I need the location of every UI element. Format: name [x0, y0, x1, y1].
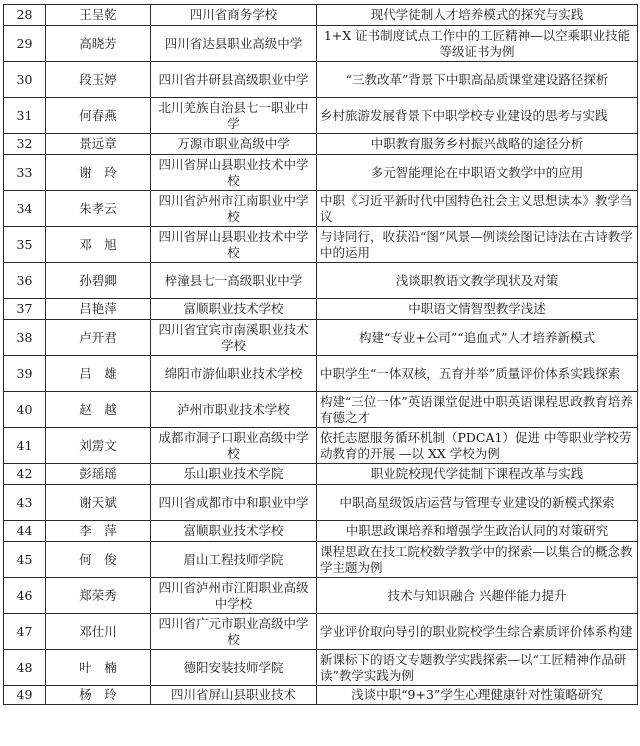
- author-name: 彭瑶瑶: [46, 464, 151, 485]
- author-name: 叶 楠: [46, 650, 151, 686]
- row-number: 45: [4, 542, 46, 578]
- school-name: 四川省商务学校: [151, 5, 317, 26]
- paper-title: 乡村旅游发展背景下中职学校专业建设的思考与实践: [317, 98, 638, 134]
- table-row: [4, 5, 638, 26]
- table-row: [4, 227, 638, 263]
- row-number: 28: [4, 5, 46, 26]
- row-number: 47: [4, 614, 46, 650]
- table-row: [4, 464, 638, 485]
- paper-title: 课程思政在技工院校数学教学中的探索—以集合的概念教学主题为例: [317, 542, 638, 578]
- row-number: 37: [4, 299, 46, 320]
- school-name: 四川省泸州市江阳职业高级中学校: [151, 578, 317, 614]
- school-name: 眉山工程技师学院: [151, 542, 317, 578]
- school-name: 泸州市职业技术学校: [151, 392, 317, 428]
- school-name: 四川省宜宾市南溪职业技术学校: [151, 320, 317, 356]
- table-row: [4, 26, 638, 62]
- school-name: 绵阳市游仙职业技术学校: [151, 356, 317, 392]
- row-number: 35: [4, 227, 46, 263]
- table-row: [4, 650, 638, 686]
- row-number: 32: [4, 134, 46, 155]
- paper-title: “三教改革”背景下中职高品质课堂建设路径探析: [317, 62, 638, 98]
- row-number: 43: [4, 485, 46, 521]
- school-name: 北川羌族自治县七一职业中学: [151, 98, 317, 134]
- author-name: 杨 玲: [46, 686, 151, 705]
- author-name: 吕 雄: [46, 356, 151, 392]
- author-name: 邓 旭: [46, 227, 151, 263]
- table-row: [4, 542, 638, 578]
- paper-title: 1+X 证书制度试点工作中的工匠精神—以空乘职业技能等级证书为例: [317, 26, 638, 62]
- row-number: 41: [4, 428, 46, 464]
- school-name: 乐山职业技术学院: [151, 464, 317, 485]
- table-row: [4, 614, 638, 650]
- paper-title: 与诗同行，收获沿“图”风景—例谈绘图记诗法在古诗教学中的运用: [317, 227, 638, 263]
- paper-title: 多元智能理论在中职语文教学中的应用: [317, 155, 638, 191]
- paper-title: 构建“三位一体”英语课堂促进中职英语课程思政教育培养有德之才: [317, 392, 638, 428]
- paper-title: 构建“专业+公司”“追血式”人才培养新模式: [317, 320, 638, 356]
- row-number: 36: [4, 263, 46, 299]
- row-number: 42: [4, 464, 46, 485]
- author-name: 刘雳文: [46, 428, 151, 464]
- school-name: 四川省屏山县职业技术: [151, 686, 317, 705]
- school-name: 四川省屏山县职业技术中学校: [151, 155, 317, 191]
- author-name: 吕艳萍: [46, 299, 151, 320]
- school-name: 富顺职业技术学校: [151, 521, 317, 542]
- school-name: 四川省达县职业高级中学: [151, 26, 317, 62]
- paper-list-table: [3, 4, 638, 705]
- author-name: 高晓芳: [46, 26, 151, 62]
- school-name: 德阳安装技师学院: [151, 650, 317, 686]
- paper-title: 中职语文情智型教学浅述: [317, 299, 638, 320]
- row-number: 31: [4, 98, 46, 134]
- school-name: 万源市职业高级中学: [151, 134, 317, 155]
- paper-title: 中职学生“一体双核，五育并举”质量评价体系实践探索: [317, 356, 638, 392]
- school-name: 四川省成都市中和职业中学: [151, 485, 317, 521]
- author-name: 何春燕: [46, 98, 151, 134]
- author-name: 卢开君: [46, 320, 151, 356]
- school-name: 四川省屏山县职业技术中学校: [151, 227, 317, 263]
- table-row: [4, 98, 638, 134]
- table-row: [4, 320, 638, 356]
- author-name: 朱孝云: [46, 191, 151, 227]
- author-name: 郑荣秀: [46, 578, 151, 614]
- paper-title: 技术与知识融合 兴趣伴能力提升: [317, 578, 638, 614]
- author-name: 谢 玲: [46, 155, 151, 191]
- author-name: 景远章: [46, 134, 151, 155]
- table-row: [4, 392, 638, 428]
- school-name: 富顺职业技术学校: [151, 299, 317, 320]
- author-name: 赵 越: [46, 392, 151, 428]
- paper-title: 中职思政课培养和增强学生政治认同的对策研究: [317, 521, 638, 542]
- paper-title: 中职高星级饭店运营与管理专业建设的新模式探索: [317, 485, 638, 521]
- row-number: 30: [4, 62, 46, 98]
- table-row: [4, 62, 638, 98]
- row-number: 29: [4, 26, 46, 62]
- table-row: [4, 299, 638, 320]
- row-number: 39: [4, 356, 46, 392]
- table-row: [4, 428, 638, 464]
- table-row: [4, 155, 638, 191]
- author-name: 邓仕川: [46, 614, 151, 650]
- author-name: 孙碧卿: [46, 263, 151, 299]
- paper-title: 现代学徒制人才培养模式的探究与实践: [317, 5, 638, 26]
- paper-title: 中职教育服务乡村振兴战略的途径分析: [317, 134, 638, 155]
- school-name: 成都市洞子口职业高级中学校: [151, 428, 317, 464]
- table-row: [4, 263, 638, 299]
- author-name: 王呈乾: [46, 5, 151, 26]
- paper-title: 职业院校现代学徒制下课程改革与实践: [317, 464, 638, 485]
- table-row: [4, 521, 638, 542]
- paper-title: 新课标下的语文专题教学实践探索—以“工匠精神作品研读”教学实践为例: [317, 650, 638, 686]
- row-number: 38: [4, 320, 46, 356]
- row-number: 48: [4, 650, 46, 686]
- author-name: 何 俊: [46, 542, 151, 578]
- table-row: [4, 191, 638, 227]
- row-number: 44: [4, 521, 46, 542]
- school-name: 四川省井研县高级职业中学: [151, 62, 317, 98]
- author-name: 段玉婷: [46, 62, 151, 98]
- author-name: 李 萍: [46, 521, 151, 542]
- table-row: [4, 356, 638, 392]
- row-number: 46: [4, 578, 46, 614]
- row-number: 40: [4, 392, 46, 428]
- table-row: [4, 578, 638, 614]
- row-number: 34: [4, 191, 46, 227]
- table-row: [4, 134, 638, 155]
- row-number: 33: [4, 155, 46, 191]
- school-name: 四川省广元市职业高级中学校: [151, 614, 317, 650]
- paper-title: 依托志愿服务循环机制（PDCA1）促进 中等职业学校劳动教育的开展 —以 XX 学校为例: [317, 428, 638, 464]
- school-name: 四川省泸州市江南职业中学校: [151, 191, 317, 227]
- row-number: 49: [4, 686, 46, 705]
- paper-title: 学业评价取向导引的职业院校学生综合素质评价体系构建: [317, 614, 638, 650]
- table-row: [4, 485, 638, 521]
- school-name: 梓潼县七一高级职业中学: [151, 263, 317, 299]
- paper-title: 浅谈中职“9+3”学生心理健康针对性策略研究: [317, 686, 638, 705]
- paper-title: 浅谈职教语文教学现状及对策: [317, 263, 638, 299]
- table-row: [4, 686, 638, 705]
- paper-title: 中职《习近平新时代中国特色社会主义思想读本》教学刍议: [317, 191, 638, 227]
- author-name: 谢天斌: [46, 485, 151, 521]
